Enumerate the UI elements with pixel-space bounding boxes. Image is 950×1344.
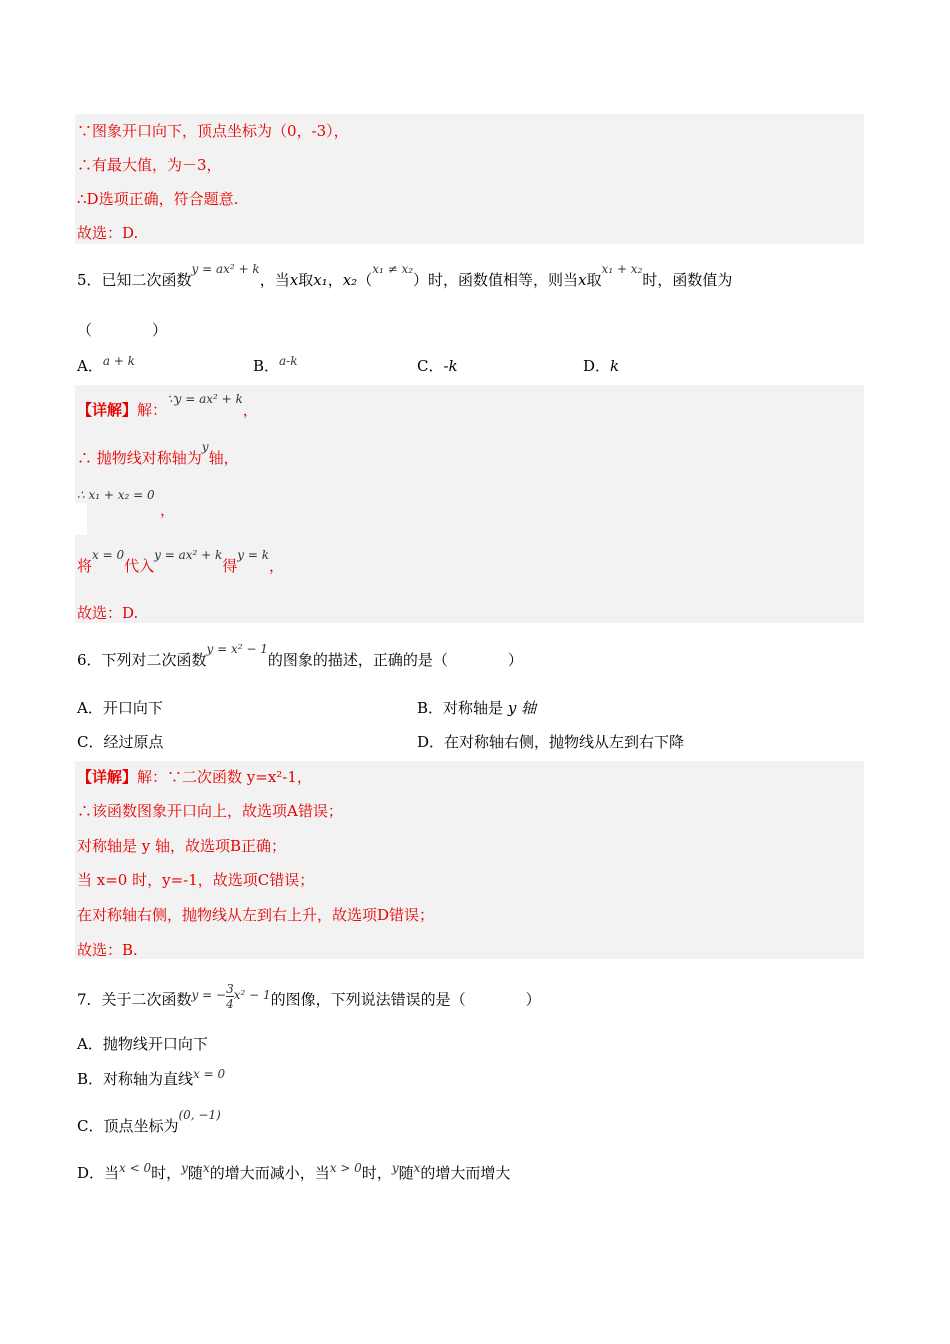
q5-x: x xyxy=(578,271,587,289)
q7-text: 时， xyxy=(361,1164,392,1182)
option-label: B． xyxy=(253,357,280,375)
detail-tag: 【详解】 xyxy=(77,768,138,786)
q7-text: C．顶点坐标为 xyxy=(77,1117,179,1135)
option-label: A． xyxy=(77,699,103,717)
q6-text: 的图象的描述，正确的是（ ） xyxy=(267,651,523,669)
sol5-line1 xyxy=(77,392,258,421)
fraction-num: 3 xyxy=(226,982,234,996)
q5-number: 5．已知二次函数 xyxy=(77,271,192,289)
q7-formula: x > 0 xyxy=(329,1161,362,1175)
option-label: A． xyxy=(77,357,103,375)
sol6-line1 xyxy=(77,767,312,787)
sol6-line2: ∴该函数图象开口向上，故选项A错误； xyxy=(77,802,343,820)
option-value: -k xyxy=(443,357,458,375)
sol5-text: ， xyxy=(242,401,258,419)
q7-formula: y xyxy=(181,1161,188,1175)
q7-fraction xyxy=(226,982,234,1011)
option-text: 对称轴是 xyxy=(443,699,504,717)
sol5-text: ∴ 抛物线对称轴为 xyxy=(77,449,202,467)
sol5-line3 xyxy=(77,484,155,505)
sol4-line1: ∵图象开口向下，顶点坐标为（0，-3）， xyxy=(77,122,349,140)
option-value: a + k xyxy=(102,354,135,368)
q5-x2: x₂ xyxy=(342,271,358,289)
q7-formula: x < 0 xyxy=(119,1161,152,1175)
q6-option-d xyxy=(417,732,684,752)
sol5-formula: ∵y = ax² + k xyxy=(167,392,243,406)
q5-option-d xyxy=(583,356,619,376)
sol6-line3: 对称轴是 y 轴，故选项B正确； xyxy=(77,837,287,855)
q7-formula: x xyxy=(413,1161,421,1175)
sol4-line4: 故选：D. xyxy=(77,224,139,242)
q5-paren: （ ） xyxy=(77,321,168,339)
q7-formula: x² − 1 xyxy=(233,987,271,1002)
q6-formula: y = x² − 1 xyxy=(206,642,268,656)
q5-text: （ xyxy=(357,271,373,289)
sol5-formula: y xyxy=(201,440,209,454)
option-text: 经过原点 xyxy=(103,733,164,751)
q7-text: B．对称轴为直线 xyxy=(77,1070,194,1088)
q7-formula: x xyxy=(202,1161,210,1175)
sol5-answer: 故选：D. xyxy=(77,604,139,622)
sol5-formula: ∴ x₁ + x₂ = 0 xyxy=(77,488,155,502)
q7-text: 时， xyxy=(151,1164,182,1182)
q7-formula: (0, −1) xyxy=(178,1108,221,1122)
sol5-text: ， xyxy=(269,557,285,575)
q5-formula-neq: x₁ ≠ x₂ xyxy=(372,262,414,276)
q7-formula: y xyxy=(391,1161,399,1175)
q6-option-b xyxy=(417,698,536,718)
q7-text: 的增大而增大 xyxy=(420,1164,511,1182)
sol5-formula: y = k xyxy=(237,548,270,562)
fraction-den: 4 xyxy=(226,997,234,1011)
sol5-text: 将 xyxy=(77,557,93,575)
sol5-line2 xyxy=(77,440,239,469)
q5-option-c xyxy=(417,356,458,376)
q7-formula: x = 0 xyxy=(193,1067,226,1081)
q5-text: 时，函数值为 xyxy=(642,271,733,289)
q7-option-b xyxy=(77,1069,225,1090)
option-value: k xyxy=(610,357,620,375)
sol4-line3: ∴D选项正确，符合题意. xyxy=(77,190,239,208)
sol5-formula: x = 0 xyxy=(92,548,125,562)
sol4-line2: ∴有最大值，为－3， xyxy=(77,156,222,174)
option-math: y 轴 xyxy=(507,699,537,717)
q5-formula-sum: x₁ + x₂ xyxy=(601,262,643,276)
sol5-line4 xyxy=(77,548,285,577)
q7-stem xyxy=(77,982,541,1015)
option-label: B． xyxy=(417,699,444,717)
q5-formula-y: y = ax² + k xyxy=(191,262,260,276)
q5-text: ，当 xyxy=(259,271,290,289)
q7-option-c xyxy=(77,1108,221,1137)
q5-text: 取 xyxy=(586,271,602,289)
q6-number: 6．下列对二次函数 xyxy=(77,651,207,669)
q5-x: x xyxy=(289,271,299,289)
sol5-text: 得 xyxy=(222,557,238,575)
q5-option-a xyxy=(77,356,135,377)
sol5-formula: y = ax² + k xyxy=(154,548,223,562)
option-label: C． xyxy=(77,733,104,751)
q7-option-d xyxy=(77,1163,510,1184)
option-label: C． xyxy=(417,357,444,375)
sol5-text: 轴， xyxy=(208,449,239,467)
solution-5-gap xyxy=(75,503,87,535)
q5-text: 取 xyxy=(298,271,314,289)
q6-stem xyxy=(77,642,523,671)
q6-option-c xyxy=(77,732,164,752)
q7-text: 的图像，下列说法错误的是（ ） xyxy=(270,990,541,1009)
q5-text: ， xyxy=(327,271,343,289)
sol6-line6: 故选：B. xyxy=(77,941,138,959)
solution-6-box xyxy=(75,761,864,959)
option-text: 在对称轴右侧，抛物线从左到右下降 xyxy=(444,733,685,751)
option-label: D． xyxy=(583,357,611,375)
sol6-line5: 在对称轴右侧，抛物线从左到右上升，故选项D错误； xyxy=(77,906,435,924)
q7-number: 7．关于二次函数 xyxy=(77,990,192,1009)
q5-stem xyxy=(77,262,733,291)
sol5-comma: ， xyxy=(160,501,176,519)
option-text: 开口向下 xyxy=(102,699,163,717)
q5-option-b xyxy=(253,356,298,377)
q7-text: 的增大而减小，当 xyxy=(209,1164,330,1182)
sol5-text: 代入 xyxy=(124,557,155,575)
q7-text: 随 xyxy=(398,1164,414,1182)
q7-option-a: A．抛物线开口向下 xyxy=(77,1035,208,1053)
q5-x1: x₁ xyxy=(313,271,328,289)
sol6-line4: 当 x=0 时，y=-1，故选项C错误； xyxy=(77,871,315,889)
option-label: D． xyxy=(417,733,445,751)
sol6-text: 解：∵二次函数 y=x²-1， xyxy=(137,768,312,786)
q5-text: ）时，函数值相等，则当 xyxy=(413,271,579,289)
q6-option-a xyxy=(77,698,163,718)
q7-text: 随 xyxy=(187,1164,203,1182)
q7-text: D．当 xyxy=(77,1164,120,1182)
q7-formula: y = − xyxy=(191,987,227,1002)
option-value: a-k xyxy=(279,354,298,368)
sol5-text: 解： xyxy=(137,401,168,419)
detail-tag: 【详解】 xyxy=(77,401,138,419)
